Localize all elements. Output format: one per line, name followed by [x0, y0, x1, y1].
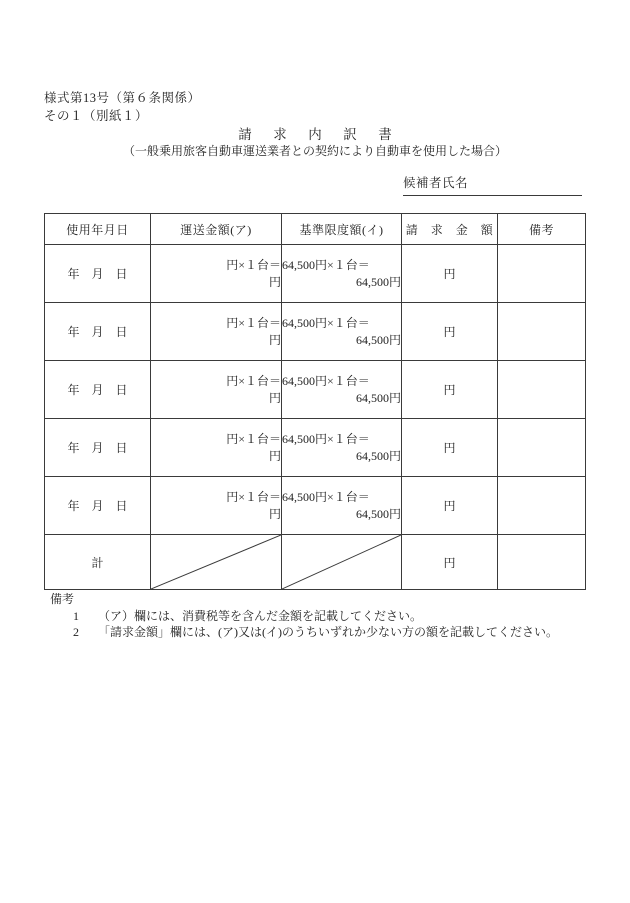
remarks-cell: [498, 303, 586, 361]
fare-cell: [151, 303, 282, 361]
date-cell: 年 月 日: [45, 245, 151, 303]
fare-cell: [151, 477, 282, 535]
form-number-label: 様式第13号（第６条関係）: [44, 91, 201, 105]
limit-cell: [282, 245, 402, 303]
fare-line1: 円×１台＝: [226, 431, 281, 446]
fare-line2: 円: [268, 274, 281, 289]
document-subtitle: （一般乗用旅客自動車運送業者との契約により自動車を使用した場合）: [122, 144, 507, 158]
fare-line1: 円×１台＝: [226, 257, 281, 272]
table-row: [45, 245, 586, 303]
table-row: [45, 477, 586, 535]
note-number: 2: [73, 625, 79, 639]
note-item: [50, 624, 558, 641]
limit-line2: 64,500円: [355, 448, 401, 463]
limit-cell: [282, 419, 402, 477]
fare-line2: 円: [268, 390, 281, 405]
note-number: 1: [73, 608, 79, 623]
document-title: 請 求 内 訳 書: [238, 127, 396, 142]
table-row: [45, 303, 586, 361]
notes-section: [50, 591, 558, 641]
date-cell: 年 月 日: [45, 303, 151, 361]
fare-line2: 円: [268, 448, 281, 463]
date-cell: 年 月 日: [45, 419, 151, 477]
header-cell-fare-amount: 運送金額(ア): [151, 214, 282, 245]
claim-cell: 円: [402, 361, 498, 419]
limit-line2: 64,500円: [355, 274, 401, 289]
limit-line1: 64,500円×１台＝: [282, 489, 370, 504]
diagonal-slash-icon: [282, 535, 401, 589]
limit-cell: [282, 477, 402, 535]
candidate-name-label: 候補者氏名: [403, 176, 469, 190]
fare-total-cell-crossed: [151, 535, 282, 590]
candidate-name-field: [403, 173, 582, 196]
note-text: 「請求金額」欄には、(ア)又は(イ)のうちいずれか少ない方の額を記載してください。: [98, 625, 558, 639]
header-cell-claim-amount: 請 求 金 額: [402, 214, 498, 245]
fare-line2: 円: [268, 332, 281, 347]
limit-line1: 64,500円×１台＝: [282, 431, 370, 446]
date-cell: 年 月 日: [45, 361, 151, 419]
remarks-cell: [498, 361, 586, 419]
limit-line1: 64,500円×１台＝: [282, 257, 370, 272]
table-row: [45, 419, 586, 477]
limit-cell: [282, 303, 402, 361]
limit-line1: 64,500円×１台＝: [282, 315, 370, 330]
table-header-row: [45, 214, 586, 245]
note-item: [50, 608, 558, 625]
remarks-cell: [498, 477, 586, 535]
header-cell-remarks: 備考: [498, 214, 586, 245]
total-claim-cell: 円: [402, 535, 498, 590]
limit-line2: 64,500円: [355, 506, 401, 521]
claim-cell: 円: [402, 245, 498, 303]
notes-heading: 備考: [50, 592, 75, 606]
remarks-cell: [498, 419, 586, 477]
total-remarks-cell: [498, 535, 586, 590]
header-cell-limit-amount: 基準限度額(イ): [282, 214, 402, 245]
claim-cell: 円: [402, 303, 498, 361]
fare-line1: 円×１台＝: [226, 489, 281, 504]
fare-cell: [151, 361, 282, 419]
fare-cell: [151, 419, 282, 477]
claim-cell: 円: [402, 477, 498, 535]
fare-cell: [151, 245, 282, 303]
total-label-cell: 計: [45, 535, 151, 590]
limit-line1: 64,500円×１台＝: [282, 373, 370, 388]
total-row: [45, 535, 586, 590]
limit-cell: [282, 361, 402, 419]
diagonal-slash-icon: [151, 535, 281, 589]
fare-line2: 円: [268, 506, 281, 521]
note-text: （ア）欄には、消費税等を含んだ金額を記載してください。: [98, 608, 423, 623]
claim-cell: 円: [402, 419, 498, 477]
table-row: [45, 361, 586, 419]
limit-total-cell-crossed: [282, 535, 402, 590]
remarks-cell: [498, 245, 586, 303]
fare-line1: 円×１台＝: [226, 315, 281, 330]
date-cell: 年 月 日: [45, 477, 151, 535]
fare-line1: 円×１台＝: [226, 373, 281, 388]
claims-table: [44, 213, 586, 590]
header-cell-usage-date: 使用年月日: [45, 214, 151, 245]
limit-line2: 64,500円: [355, 332, 401, 347]
form-subnumber-label: その１（別紙１）: [44, 109, 149, 123]
limit-line2: 64,500円: [355, 390, 401, 405]
